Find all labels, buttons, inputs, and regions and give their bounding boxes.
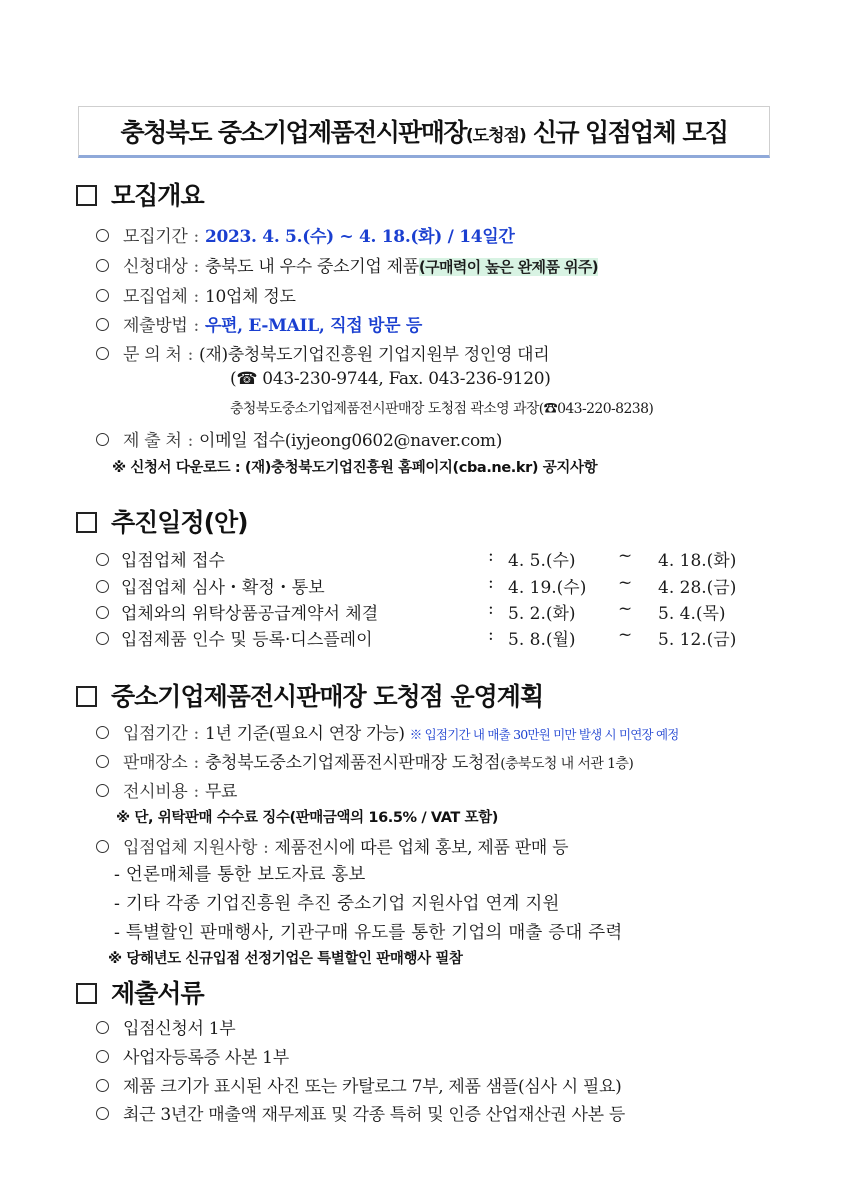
docs-item-text: 입점신청서 1부 [123, 1019, 236, 1039]
circle-bullet-icon [96, 433, 109, 446]
docs-item-text: 사업자등록증 사본 1부 [123, 1048, 289, 1068]
docs-item [96, 1043, 289, 1068]
title-paren: (도청점) [465, 126, 526, 146]
circle-bullet-icon [96, 318, 109, 331]
plan-period-value: 1년 기준(필요시 연장 가능) [204, 724, 405, 744]
count-value: 10업체 정도 [204, 287, 296, 307]
submit-value: 이메일 접수(iyjeong0602@naver.com) [199, 431, 503, 451]
method-value: 우편, E-MAIL, 직접 방문 등 [204, 316, 422, 336]
checkbox-square-icon [76, 686, 97, 707]
circle-bullet-icon [96, 840, 109, 853]
event-note: ※ 당해년도 신규입점 선정기업은 특별할인 판매행사 필참 [108, 951, 463, 967]
title-tail: 신규 입점업체 모집 [525, 118, 728, 147]
schedule-tilde: ~ [618, 599, 633, 619]
checkbox-square-icon [76, 512, 97, 533]
circle-bullet-icon [96, 229, 109, 242]
circle-bullet-icon [96, 289, 109, 302]
overview-target-row [96, 252, 598, 277]
plan-period-label: 입점기간 [123, 724, 188, 744]
docs-item [96, 1072, 622, 1097]
plan-cost-label: 전시비용 [123, 782, 188, 802]
circle-bullet-icon [96, 1050, 109, 1063]
colon: : [193, 316, 199, 336]
plan-support-row [96, 833, 568, 858]
schedule-colon: : [488, 625, 494, 645]
fee-note: ※ 단, 위탁판매 수수료 징수(판매금액의 16.5% / VAT 포함) [116, 810, 498, 826]
docs-item-text: 최근 3년간 매출액 재무제표 및 각종 특허 및 인증 산업재산권 사본 등 [123, 1105, 625, 1125]
schedule-end: 5. 12.(금) [658, 630, 737, 650]
schedule-task: 입점업체 접수 [121, 551, 225, 571]
circle-bullet-icon [96, 606, 109, 619]
plan-place-label: 판매장소 [123, 753, 188, 773]
section-overview-heading [76, 176, 204, 212]
section-plan-heading [76, 677, 543, 713]
schedule-end: 4. 18.(화) [658, 551, 737, 571]
circle-bullet-icon [96, 726, 109, 739]
schedule-start: 4. 19.(수) [508, 578, 587, 598]
schedule-tilde: ~ [618, 625, 633, 645]
target-value: 충북도 내 우수 중소기업 제품 [204, 257, 419, 277]
schedule-task: 입점업체 심사・확정・통보 [121, 578, 325, 598]
schedule-task: 업체와의 위탁상품공급계약서 체결 [121, 604, 379, 624]
colon: : [187, 431, 194, 451]
schedule-task: 입점제품 인수 및 등록·디스플레이 [121, 630, 373, 650]
schedule-colon: : [488, 546, 494, 566]
overview-submit-row [96, 426, 502, 451]
section-overview-title: 모집개요 [111, 181, 204, 210]
schedule-end: 5. 4.(목) [658, 604, 726, 624]
target-label: 신청대상 [123, 257, 188, 277]
schedule-tilde: ~ [618, 573, 633, 593]
circle-bullet-icon [96, 632, 109, 645]
section-plan-title: 중소기업제품전시판매장 도청점 운영계획 [111, 682, 544, 711]
download-note: ※ 신청서 다운로드 : (재)충청북도기업진흥원 홈페이지(cba.ne.kr) 공지사항 [112, 460, 598, 476]
colon: : [193, 724, 199, 744]
colon: : [193, 287, 199, 307]
circle-bullet-icon [96, 1107, 109, 1120]
target-highlight: (구매력이 높은 완제품 위주) [418, 258, 598, 276]
plan-period-row [96, 719, 679, 744]
period-value: 2023. 4. 5.(수) ~ 4. 18.(화) / 14일간 [204, 227, 515, 247]
page-title [121, 113, 728, 149]
title-main: 충청북도 중소기업제품전시판매장 [120, 118, 466, 147]
plan-place-row [96, 748, 633, 773]
contact-phone: (☎ 043-230-9744, Fax. 043-236-9120) [230, 369, 551, 389]
section-docs-heading [76, 974, 204, 1010]
circle-bullet-icon [96, 259, 109, 272]
support-item: - 기타 각종 기업진흥원 추진 중소기업 지원사업 연계 지원 [114, 894, 560, 914]
colon: : [193, 257, 199, 277]
schedule-start: 5. 2.(화) [508, 604, 576, 624]
circle-bullet-icon [96, 755, 109, 768]
colon: : [193, 782, 199, 802]
plan-cost-value: 무료 [204, 782, 238, 802]
period-label: 모집기간 [123, 227, 188, 247]
section-docs-title: 제출서류 [111, 979, 204, 1008]
overview-count-row [96, 282, 296, 307]
overview-period-row [96, 222, 515, 247]
circle-bullet-icon [96, 347, 109, 360]
support-item: - 언론매체를 통한 보도자료 홍보 [114, 865, 366, 885]
plan-place-paren: (충북도청 내 서관 1층) [500, 756, 634, 772]
circle-bullet-icon [96, 580, 109, 593]
circle-bullet-icon [96, 1021, 109, 1034]
overview-method-row [96, 311, 422, 336]
checkbox-square-icon [76, 983, 97, 1004]
checkbox-square-icon [76, 185, 97, 206]
contact-label: 문 의 처 [123, 345, 182, 365]
circle-bullet-icon [96, 553, 109, 566]
overview-contact-row [96, 340, 549, 365]
section-schedule-heading [76, 503, 248, 539]
count-label: 모집업체 [123, 287, 188, 307]
circle-bullet-icon [96, 1079, 109, 1092]
colon: : [187, 345, 194, 365]
plan-support-value: 제품전시에 따른 업체 홍보, 제품 판매 등 [274, 838, 569, 858]
plan-cost-row [96, 777, 237, 802]
title-box [78, 106, 770, 158]
contact-second: 충청북도중소기업제품전시판매장 도청점 곽소영 과장(☎043-220-8238) [230, 401, 654, 417]
colon: : [263, 838, 269, 858]
contact-value: (재)충청북도기업진흥원 기업지원부 정인영 대리 [199, 345, 550, 365]
schedule-start: 5. 8.(월) [508, 630, 576, 650]
plan-place-value: 충청북도중소기업제품전시판매장 도청점 [204, 753, 501, 773]
docs-item [96, 1100, 625, 1125]
colon: : [193, 227, 199, 247]
schedule-colon: : [488, 599, 494, 619]
schedule-end: 4. 28.(금) [658, 578, 737, 598]
section-schedule-title: 추진일정(안) [111, 508, 248, 537]
plan-support-label: 입점업체 지원사항 [123, 838, 258, 858]
method-label: 제출방법 [123, 316, 188, 336]
schedule-tilde: ~ [618, 546, 633, 566]
docs-item-text: 제품 크기가 표시된 사진 또는 카탈로그 7부, 제품 샘플(심사 시 필요) [123, 1077, 622, 1097]
circle-bullet-icon [96, 784, 109, 797]
support-item: - 특별할인 판매행사, 기관구매 유도를 통한 기업의 매출 증대 주력 [114, 923, 623, 943]
submit-label: 제 출 처 [123, 431, 182, 451]
docs-item [96, 1014, 235, 1039]
colon: : [193, 753, 199, 773]
schedule-start: 4. 5.(수) [508, 551, 576, 571]
schedule-colon: : [488, 573, 494, 593]
plan-period-note: ※ 입점기간 내 매출 30만원 미만 발생 시 미연장 예정 [409, 727, 679, 742]
